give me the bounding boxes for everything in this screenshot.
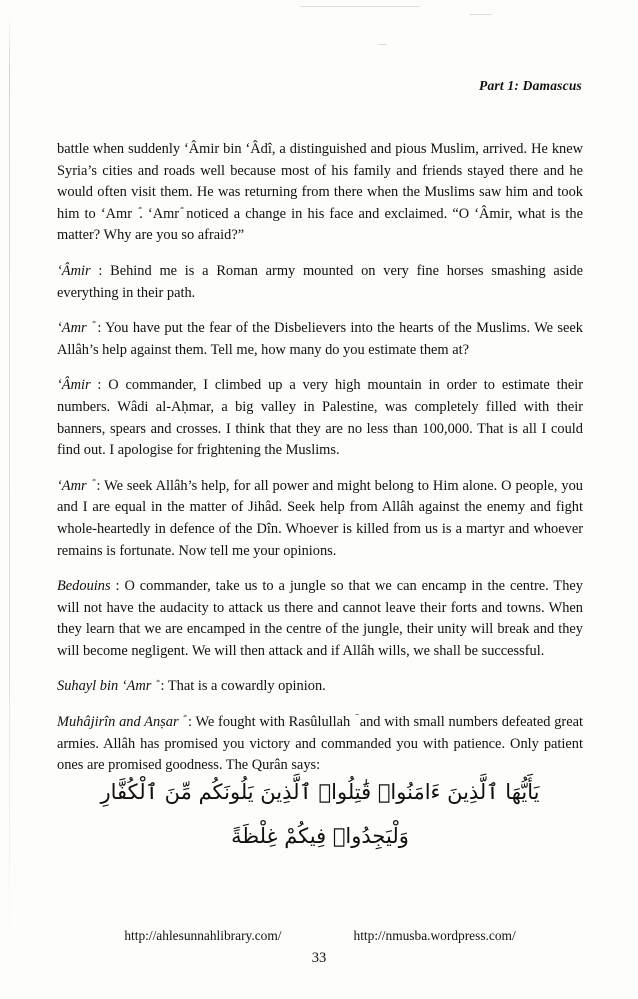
paragraph-text: : O commander, take us to a jungle so that we can encamp in the centre. They will not have the audacity to attack us there and cannot leave their forts and towns. When they learn that we are encamped in the centre of the jungle, their unity will break and they will become negligent. We will then attack and if Allâh wills, we shall be successful. <box>57 578 583 659</box>
speaker-label: ‘Âmir <box>57 377 91 394</box>
paragraph-text: : You have put the fear of the Disbelievers into the hearts of the Muslims. We seek Allâh’s help against them. Tell me, how many do you estimate them at? <box>57 320 583 358</box>
quran-verse-line-2: وَلْيَجِدُوا۟ فِيكُمْ غِلْظَةً <box>231 824 409 848</box>
paragraph-muhajirin-ansar-reply <box>57 712 583 777</box>
paragraph-text-continued: and with small numbers defeated great armies. Allâh has promised you victory and commanded you with patience. Only patient ones are promised goodness. The Qurân says: <box>57 714 583 774</box>
footer-links <box>57 928 583 944</box>
speaker-label: Suhayl bin ‘Amr <box>57 678 152 695</box>
speaker-label: Bedouins <box>57 578 111 595</box>
quran-verse-block <box>57 770 583 858</box>
paragraph-text-continued: . ‘Amr <box>139 205 180 222</box>
paragraph-amr-address <box>57 476 583 562</box>
paragraph-text: : We seek Allâh’s help, for all power and might belong to Him alone. O people, you and I are equal in the matter of Jihâd. Seek help from Allâh against the enemy and fight whole-heartedly in defence of the Dîn. Whoever is killed from us is a martyr and whoever remains is fortunate. Now tell me your opinions. <box>57 477 583 559</box>
scan-speck <box>470 14 492 15</box>
scan-speck <box>300 6 420 7</box>
page-number: 33 <box>311 950 327 966</box>
running-head: Part 1: Damascus <box>479 78 582 93</box>
footer-link-nmusba[interactable]: http://nmusba.wordpress.com/ <box>353 928 516 943</box>
paragraph-bedouins-opinion <box>57 576 583 662</box>
paragraph-narrative-opening <box>57 139 583 247</box>
speaker-label: ‘Amr <box>57 477 87 494</box>
paragraph-text: : We fought with Rasûlullah <box>184 714 354 731</box>
paragraph-amir-estimate <box>57 375 583 461</box>
text-column <box>57 139 583 777</box>
speaker-label: Muhâjirîn and Anṣar <box>57 714 179 731</box>
scan-speck <box>378 44 387 45</box>
paragraph-text: : Behind me is a Roman army mounted on very fine horses smashing aside everything in their path. <box>57 262 583 301</box>
paragraph-text: battle when suddenly ‘Âmir bin ‘Âdî, a distinguished and pious Muslim, arrived. He knew Syria’s cities and roads well because most of his family and friends stayed there and he would often visit them. He was returning from there when the Muslims saw him and took him to ‘Amr <box>57 141 583 222</box>
speaker-label: ‘Amr <box>57 320 87 337</box>
quran-verse-line-1: يَأَيُّهَا ٱلَّذِينَ ءَامَنُوا۟ قَٰتِلُوا۟ ٱلَّذِينَ يَلُونَكُم مِّنَ ٱلْكُفَّارِ <box>100 780 540 804</box>
scan-edge-artifact <box>9 12 10 952</box>
paragraph-text: : O commander, I climbed up a very high mountain in order to estimate their numbers. Wâdi al-Aḥmar, a big valley in Palestine, was completely filled with their banners, spears and crosses. I think that they are no less than 100,000. That is all I could find out. I apologise for frightening the Muslims. <box>57 377 583 459</box>
paragraph-amir-first-reply <box>57 261 583 304</box>
speaker-label: ‘Âmir <box>57 262 91 279</box>
paragraph-text: : That is a cowardly opinion. <box>156 678 326 695</box>
paragraph-suhayl-reply <box>57 676 583 698</box>
footer-link-ahlesunnahlibrary[interactable]: http://ahlesunnahlibrary.com/ <box>124 928 282 943</box>
paragraph-amr-question <box>57 318 583 361</box>
paragraph-text-continued-2: noticed a change in his face and exclaimed. “O ‘Âmir, what is the matter? Why are you so afraid?” <box>57 205 584 244</box>
